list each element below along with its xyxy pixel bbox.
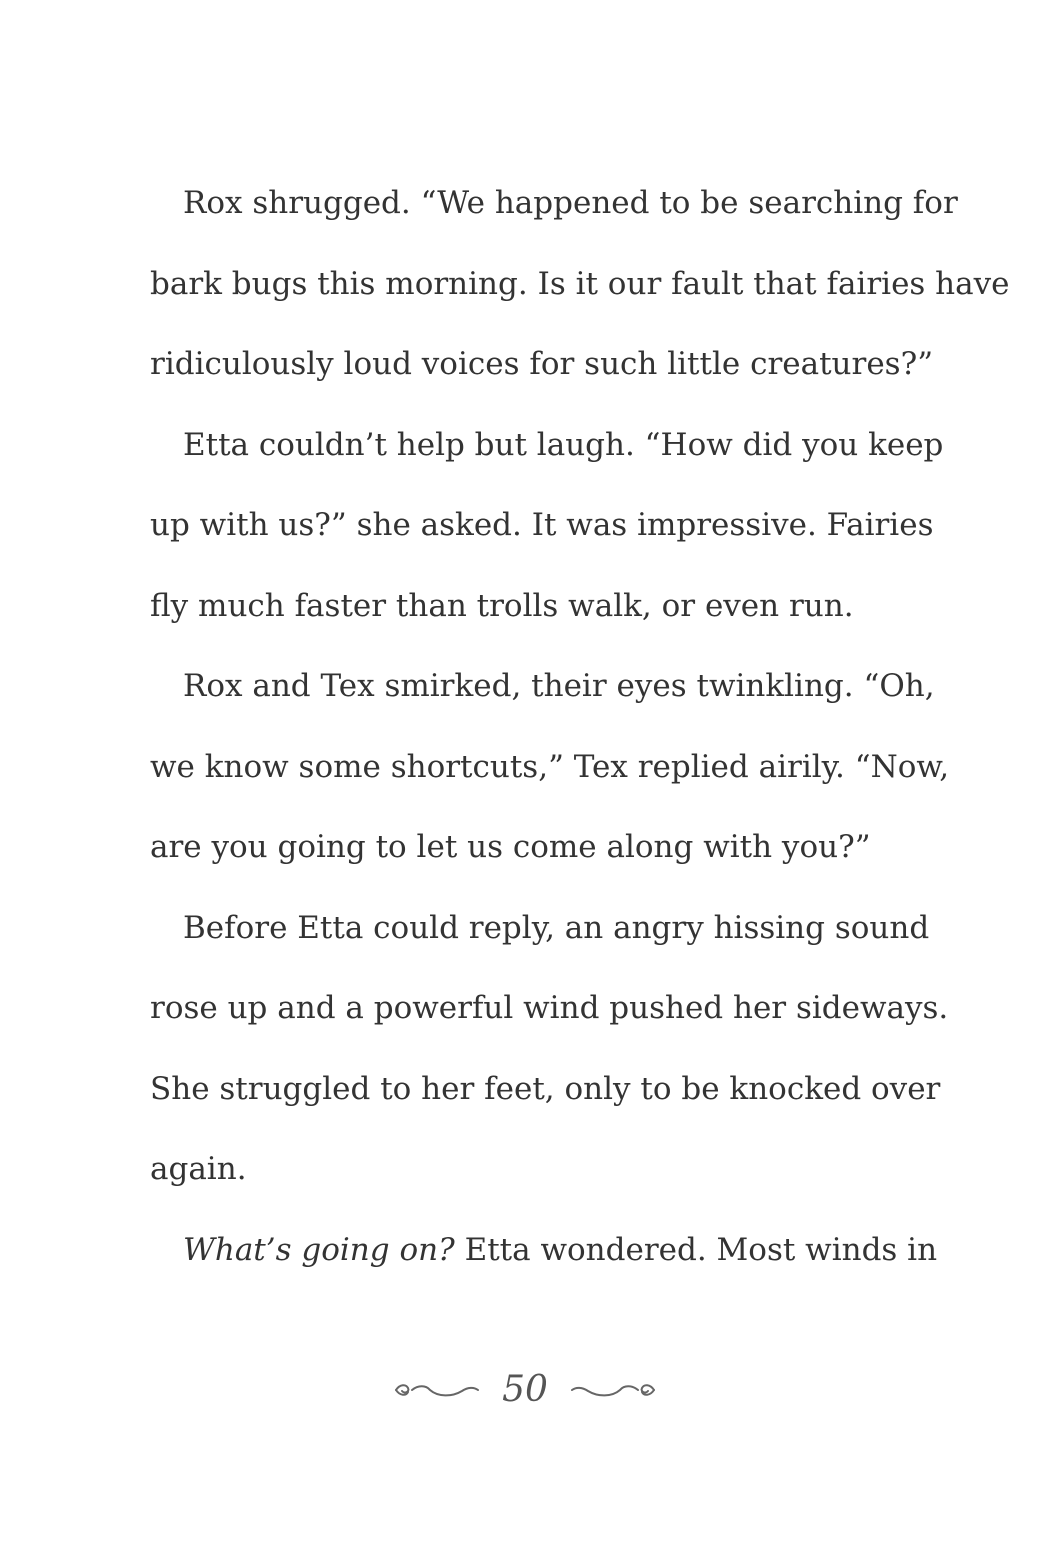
paragraph-line: Etta couldn’t help but laugh. “How did you keep bbox=[183, 426, 944, 463]
paragraph-line: Rox shrugged. “We happened to be searching for bbox=[183, 185, 958, 221]
flourish-left-icon bbox=[392, 1375, 482, 1405]
paragraph-line: again. bbox=[150, 1151, 247, 1187]
paragraph-line: ridiculously loud voices for such little creatures?” bbox=[150, 346, 934, 382]
page-footer bbox=[0, 1360, 1050, 1420]
body-text bbox=[150, 163, 1010, 1290]
paragraph-line: up with us?” she asked. It was impressive. Fairies bbox=[150, 507, 934, 543]
paragraph-line: bark bugs this morning. Is it our fault that fairies have bbox=[150, 265, 1010, 302]
paragraph-line: fly much faster than trolls walk, or even run. bbox=[150, 587, 854, 624]
paragraph-line: are you going to let us come along with you?” bbox=[150, 829, 871, 865]
paragraph-line: Rox and Tex smirked, their eyes twinkling. “Oh, bbox=[183, 668, 935, 704]
flourish-right-icon bbox=[568, 1375, 658, 1405]
paragraph-line: She struggled to her feet, only to be knocked over bbox=[150, 1070, 941, 1107]
page-number: 50 bbox=[502, 1369, 548, 1410]
italic-thought: What’s going on? bbox=[183, 1231, 455, 1268]
paragraph-line: we know some shortcuts,” Tex replied airily. “Now, bbox=[150, 748, 950, 785]
line-continuation: Etta wondered. Most winds in bbox=[454, 1231, 938, 1268]
paragraph-line: Before Etta could reply, an angry hissing sound bbox=[183, 909, 930, 946]
paragraph-line bbox=[150, 1210, 938, 1291]
paragraph-line: rose up and a powerful wind pushed her sideways. bbox=[150, 990, 949, 1026]
